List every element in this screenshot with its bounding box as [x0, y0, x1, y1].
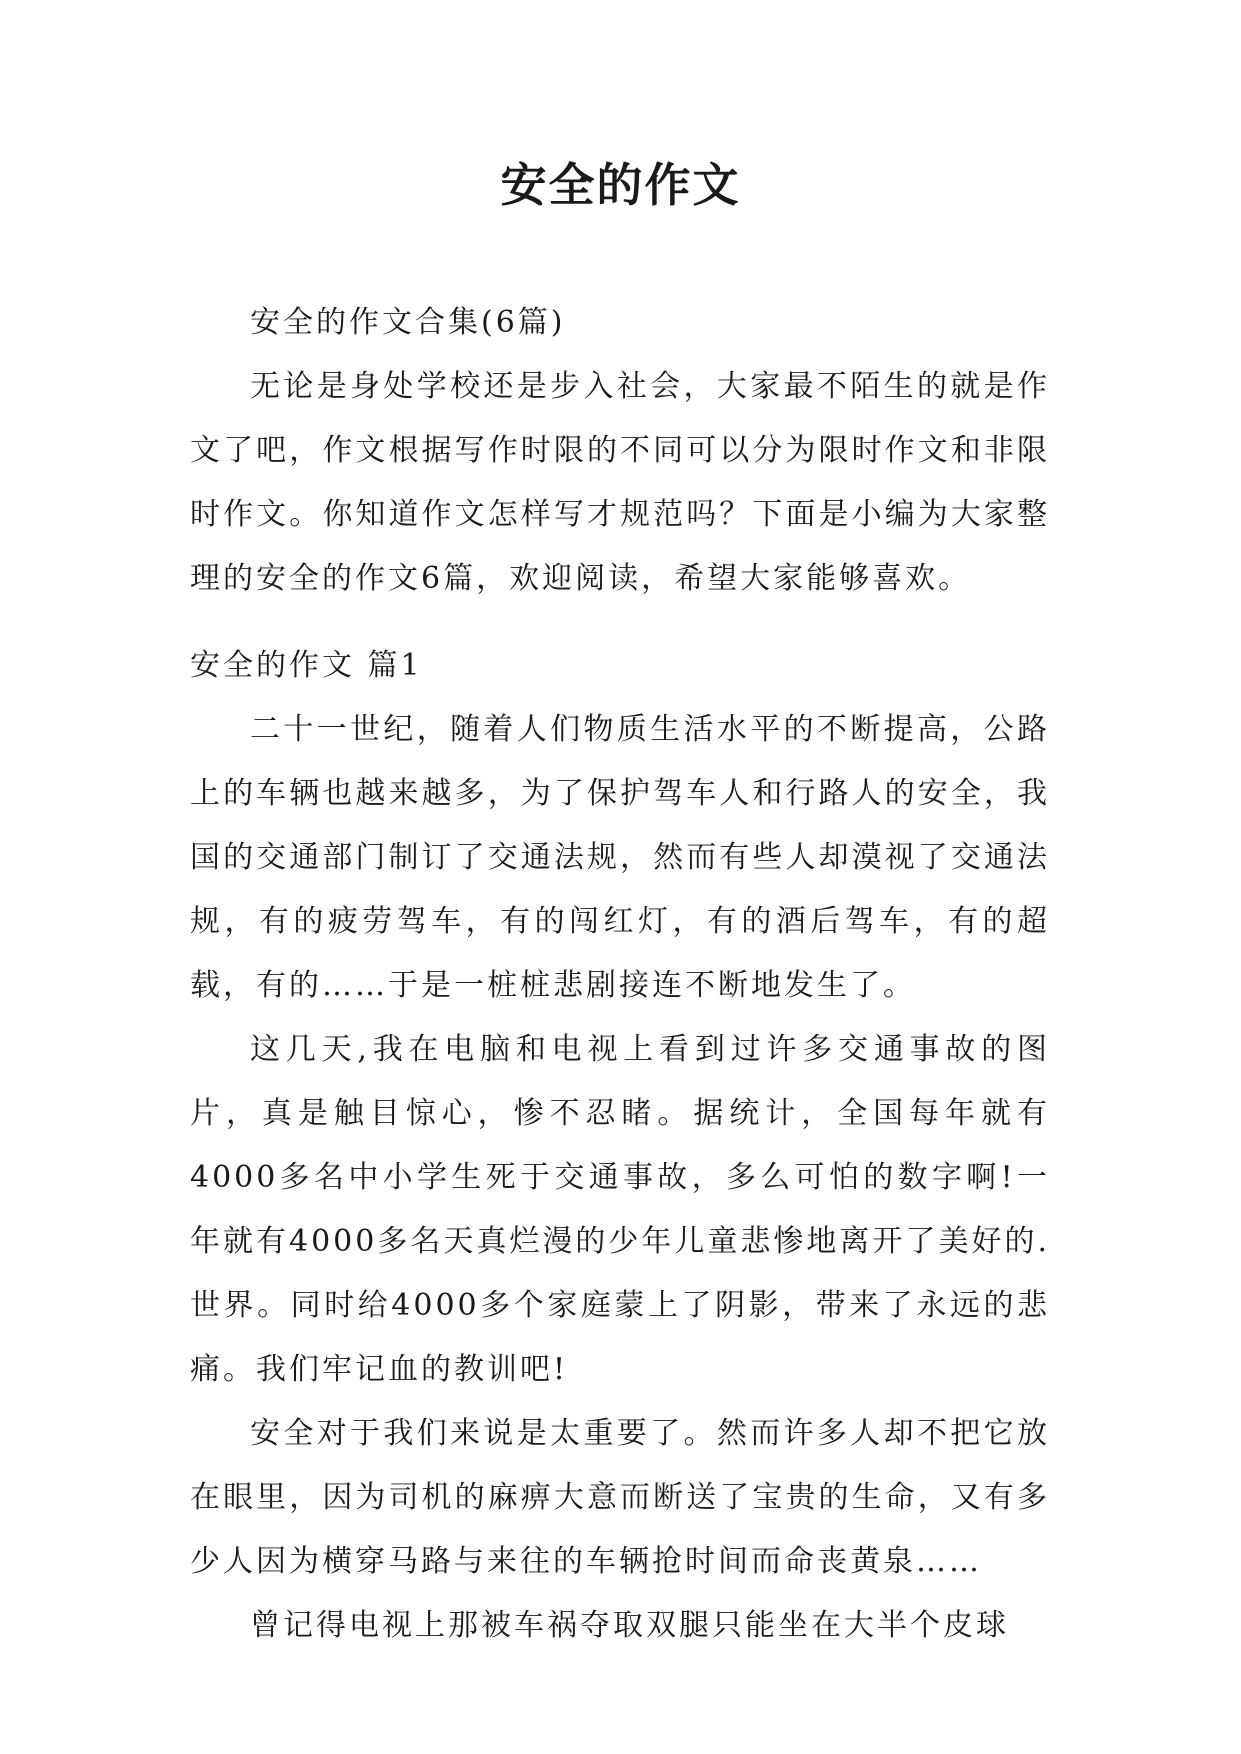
section-paragraph: 二十一世纪，随着人们物质生活水平的不断提高，公路上的车辆也越来越多，为了保护驾车人和行路人的安全，我国的交通部门制订了交通法规，然而有些人却漠视了交通法规，有的疲劳驾车，有的闯红灯，有的酒后驾车，有的超载，有的……于是一桩桩悲剧接连不断地发生了。 [190, 712, 1050, 1003]
section-paragraph: 安全对于我们来说是太重要了。然而许多人却不把它放在眼里，因为司机的麻痹大意而断送了宝贵的生命，又有多少人因为横穿马路与来往的车辆抢时间而命丧黄泉…… [190, 1416, 1050, 1579]
intro-paragraph: 无论是身处学校还是步入社会，大家最不陌生的就是作文了吧，作文根据写作时限的不同可以分为限时作文和非限时作文。你知道作文怎样写才规范吗？下面是小编为大家整理的安全的作文6篇，欢迎阅读，希望大家能够喜欢。 [190, 369, 1050, 596]
section-1 [190, 634, 1050, 1658]
intro-block [190, 291, 1050, 611]
section-heading: 安全的作文 篇1 [190, 648, 423, 683]
section-paragraph: 这几天,我在电脑和电视上看到过许多交通事故的图片，真是触目惊心，惨不忍睹。据统计，全国每年就有4000多名中小学生死于交通事故，多么可怕的数字啊!一年就有4000多名天真烂漫的少年儿童悲惨地离开了美好的.世界。同时给4000多个家庭蒙上了阴影，带来了永远的悲痛。我们牢记血的教训吧! [190, 1032, 1050, 1387]
section-paragraph: 曾记得电视上那被车祸夺取双腿只能坐在大半个皮球 [250, 1608, 1009, 1643]
document-title: 安全的作文 [500, 158, 741, 212]
intro-subtitle: 安全的作文合集(6篇) [250, 305, 566, 340]
